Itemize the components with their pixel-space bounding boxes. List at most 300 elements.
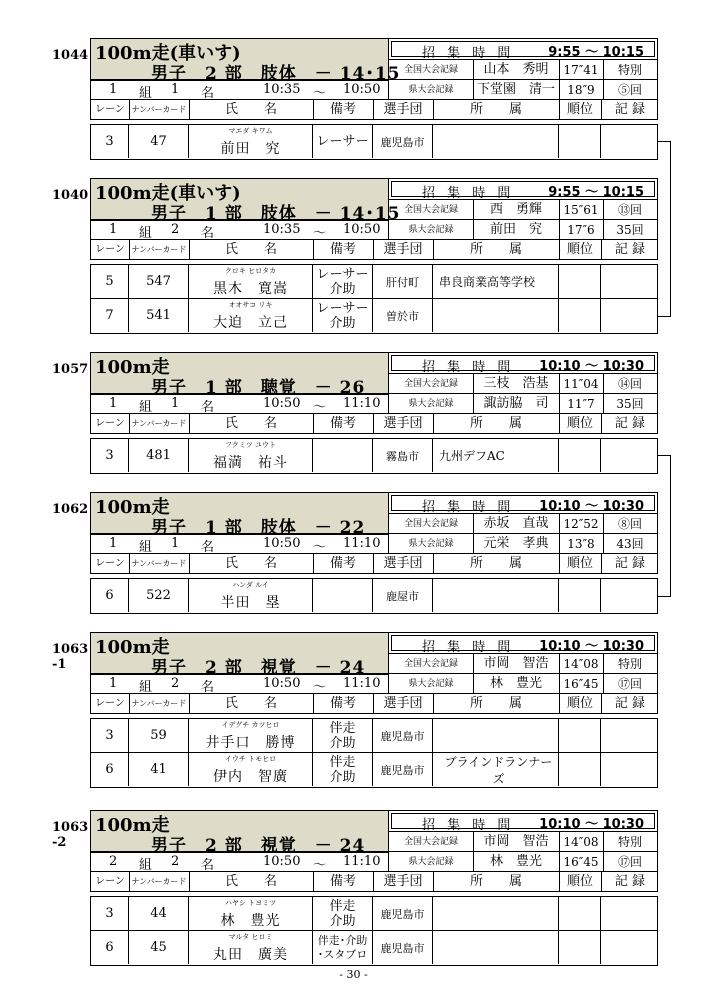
start-time: 10:50 bbox=[263, 396, 301, 411]
event-number-line: 1040 bbox=[52, 188, 89, 203]
name-cell bbox=[189, 299, 313, 332]
call-time-value: 10:10 ～ 10:30 bbox=[539, 359, 644, 374]
note-text bbox=[329, 755, 355, 785]
record-cell bbox=[601, 931, 659, 964]
header-affiliation: 所 属 bbox=[433, 240, 560, 259]
national-record-row bbox=[389, 653, 657, 674]
pref-record-label: 県大会記録 bbox=[389, 852, 474, 872]
event-number-line: -1 bbox=[52, 657, 67, 672]
pref-record-label: 県大会記録 bbox=[389, 220, 474, 240]
national-record-label: 全国大会記録 bbox=[389, 832, 474, 852]
call-time-label: 招 集 時 間 bbox=[422, 818, 515, 833]
column-header bbox=[90, 100, 658, 120]
team-cell: 鹿児島市 bbox=[373, 897, 433, 930]
note-cell bbox=[313, 125, 373, 158]
count-label: 名 bbox=[201, 858, 215, 873]
header-record: 記 録 bbox=[614, 242, 646, 257]
event-number-line: 1063 bbox=[52, 820, 89, 835]
note-line: 伴走 bbox=[329, 720, 356, 736]
header-record: 記 録 bbox=[614, 416, 646, 431]
column-header bbox=[90, 694, 658, 714]
name-kana: マルタ ヒロミ bbox=[228, 933, 273, 941]
header-name: 氏 名 bbox=[189, 694, 314, 713]
entry-count: 1 bbox=[171, 536, 180, 551]
group-row bbox=[90, 394, 388, 414]
athlete-name: 林 豊光 bbox=[220, 913, 281, 929]
name-cell bbox=[189, 579, 313, 612]
national-record-time: 17″41 bbox=[559, 60, 604, 80]
name-cell bbox=[189, 265, 313, 298]
team-cell: 鹿児島市 bbox=[373, 931, 433, 964]
header-record: 記 録 bbox=[614, 696, 646, 711]
entry-row bbox=[91, 265, 657, 299]
event-number bbox=[52, 188, 88, 203]
entry-count: 1 bbox=[171, 82, 180, 97]
note-line: 伴走･介助 bbox=[317, 933, 368, 947]
national-record-time: 14″08 bbox=[559, 832, 604, 852]
national-record-time: 15″61 bbox=[559, 200, 604, 220]
call-time-row bbox=[391, 41, 655, 61]
lane-cell: 3 bbox=[91, 439, 129, 472]
records-box bbox=[388, 178, 658, 240]
entry-row bbox=[91, 299, 657, 333]
affiliation-cell bbox=[433, 719, 559, 752]
count-label: 名 bbox=[201, 540, 215, 555]
connector-bracket bbox=[658, 141, 671, 317]
call-time-label: 招 集 時 間 bbox=[422, 360, 515, 375]
entry-row bbox=[91, 931, 657, 965]
note-text bbox=[329, 721, 355, 751]
group-label: 組 bbox=[139, 86, 153, 101]
start-time: 10:35 bbox=[263, 82, 301, 97]
rank-cell bbox=[559, 265, 601, 298]
call-time-value: 9:55 ～ 10:15 bbox=[548, 45, 644, 60]
entry-count: 1 bbox=[171, 396, 180, 411]
event-number-line: 1062 bbox=[52, 502, 89, 517]
affiliation-cell bbox=[433, 125, 559, 158]
note-line: 介助 bbox=[329, 913, 356, 929]
header-name: 氏 名 bbox=[189, 554, 314, 573]
header-lane: レーン bbox=[91, 554, 130, 573]
pref-record-row bbox=[389, 851, 657, 872]
event-number bbox=[52, 820, 88, 850]
note-line: 介助 bbox=[329, 735, 356, 751]
name-kana: フクミツ ユウト bbox=[224, 441, 276, 449]
event-name: 100m走(車いす) bbox=[95, 183, 241, 204]
athlete-name: 井手口 勝博 bbox=[205, 735, 296, 751]
note-cell bbox=[313, 265, 373, 298]
affiliation-cell: ブラインドランナーズ bbox=[433, 753, 559, 786]
athlete-name: 伊内 智廣 bbox=[213, 769, 288, 785]
rank-cell bbox=[559, 579, 601, 612]
header-note: 備考 bbox=[313, 240, 374, 259]
pref-record-time: 17″6 bbox=[559, 220, 604, 240]
note-text bbox=[329, 899, 355, 929]
pref-record-holder: 林 豊光 bbox=[473, 674, 560, 694]
entry-table bbox=[90, 124, 658, 160]
event-title-box bbox=[90, 352, 388, 398]
header-team: 選手団 bbox=[373, 100, 434, 119]
header-team: 選手団 bbox=[373, 240, 434, 259]
entry-table bbox=[90, 896, 658, 966]
time-separator: ～ bbox=[313, 86, 327, 101]
note-cell bbox=[313, 931, 373, 964]
pref-record-meet: 43回 bbox=[616, 537, 644, 551]
header-rank: 順位 bbox=[559, 414, 602, 433]
national-record-time: 12″52 bbox=[559, 514, 604, 534]
event-title-box bbox=[90, 632, 388, 678]
name-kana: イデグチ カツヒロ bbox=[221, 721, 280, 729]
note-text bbox=[316, 134, 368, 149]
group-row bbox=[90, 852, 388, 872]
call-time-value: 10:10 ～ 10:30 bbox=[539, 817, 644, 832]
call-time-label: 招 集 時 間 bbox=[422, 500, 515, 515]
group-number: 1 bbox=[109, 222, 118, 237]
name-kana: クロキ ヒロタカ bbox=[224, 267, 277, 275]
header-name: 氏 名 bbox=[189, 100, 314, 119]
header-rank: 順位 bbox=[559, 872, 602, 891]
name-kana: ハヤシ トヨミツ bbox=[224, 899, 277, 907]
team-cell: 鹿屋市 bbox=[373, 579, 433, 612]
note-line: 介助 bbox=[329, 315, 356, 331]
record-cell bbox=[601, 265, 659, 298]
athlete-name: 丸田 廣美 bbox=[213, 947, 288, 963]
call-time-value: 9:55 ～ 10:15 bbox=[548, 185, 644, 200]
national-record-row bbox=[389, 831, 657, 852]
entry-row bbox=[91, 439, 657, 473]
event-name: 100m走 bbox=[95, 497, 170, 518]
event-name: 100m走 bbox=[95, 815, 170, 836]
group-row bbox=[90, 674, 388, 694]
event-number bbox=[52, 362, 88, 377]
header-note: 備考 bbox=[313, 414, 374, 433]
header-note: 備考 bbox=[313, 100, 374, 119]
national-record-meet: 特別 bbox=[617, 835, 642, 849]
lane-cell: 5 bbox=[91, 265, 129, 298]
entry-count: 2 bbox=[171, 676, 180, 691]
records-box bbox=[388, 492, 658, 554]
event-number-line: 1057 bbox=[52, 362, 89, 377]
count-label: 名 bbox=[201, 86, 215, 101]
end-time: 11:10 bbox=[343, 536, 381, 551]
athlete-name: 福満 祐斗 bbox=[213, 455, 288, 471]
pref-record-holder: 元栄 孝典 bbox=[473, 534, 560, 554]
pref-record-row bbox=[389, 79, 657, 100]
group-label: 組 bbox=[139, 400, 153, 415]
event-number-line: 1044 bbox=[52, 48, 89, 63]
rank-cell bbox=[559, 299, 601, 332]
rank-cell bbox=[559, 897, 601, 930]
end-time: 11:10 bbox=[343, 676, 381, 691]
national-record-time: 14″08 bbox=[559, 654, 604, 674]
header-number: ナンバーカード bbox=[129, 414, 190, 433]
number-cell: 522 bbox=[129, 579, 189, 612]
header-name: 氏 名 bbox=[189, 872, 314, 891]
records-box bbox=[388, 38, 658, 100]
end-time: 11:10 bbox=[343, 854, 381, 869]
record-cell bbox=[601, 579, 659, 612]
header-affiliation: 所 属 bbox=[433, 414, 560, 433]
affiliation-cell bbox=[433, 931, 559, 964]
note-cell bbox=[313, 753, 373, 786]
header-lane: レーン bbox=[91, 240, 130, 259]
header-lane: レーン bbox=[91, 100, 130, 119]
event-title-box bbox=[90, 178, 401, 224]
number-cell: 47 bbox=[129, 125, 189, 158]
event-number bbox=[52, 48, 88, 63]
entry-table bbox=[90, 718, 658, 788]
header-number: ナンバーカード bbox=[129, 240, 190, 259]
start-time: 10:35 bbox=[263, 222, 301, 237]
event-number bbox=[52, 502, 88, 517]
header-name: 氏 名 bbox=[189, 240, 314, 259]
header-lane: レーン bbox=[91, 414, 130, 433]
name-kana: ハンダ ルイ bbox=[232, 581, 269, 589]
pref-record-label: 県大会記録 bbox=[389, 534, 474, 554]
header-affiliation: 所 属 bbox=[433, 554, 560, 573]
call-time-row bbox=[391, 635, 655, 655]
national-record-meet: 特別 bbox=[617, 63, 642, 77]
rank-cell bbox=[559, 753, 601, 786]
event-number bbox=[52, 642, 88, 672]
entry-row bbox=[91, 719, 657, 753]
event-name: 100m走(車いす) bbox=[95, 43, 241, 64]
event-title-box bbox=[90, 38, 401, 84]
rank-cell bbox=[559, 931, 601, 964]
event-division: 男子 1 部 聴覚 － 26 bbox=[151, 378, 366, 398]
header-name: 氏 名 bbox=[189, 414, 314, 433]
note-line: レーサー bbox=[316, 300, 369, 316]
pref-record-meet: ⑤回 bbox=[617, 83, 642, 97]
header-number: ナンバーカード bbox=[129, 100, 190, 119]
note-line: 伴走 bbox=[329, 754, 356, 770]
lane-cell: 7 bbox=[91, 299, 129, 332]
lane-cell: 3 bbox=[91, 897, 129, 930]
team-cell: 鹿児島市 bbox=[373, 753, 433, 786]
name-cell bbox=[189, 753, 313, 786]
records-box bbox=[388, 632, 658, 694]
note-line: ･スタブロ bbox=[317, 947, 368, 961]
affiliation-cell bbox=[433, 897, 559, 930]
note-text bbox=[316, 267, 368, 297]
header-number: ナンバーカード bbox=[129, 872, 190, 891]
national-record-holder: 西 勇輝 bbox=[473, 200, 560, 220]
pref-record-holder: 諏訪脇 司 bbox=[473, 394, 560, 414]
group-label: 組 bbox=[139, 226, 153, 241]
time-separator: ～ bbox=[313, 226, 327, 241]
name-kana: オオサコ リキ bbox=[228, 301, 273, 309]
call-time-value: 10:10 ～ 10:30 bbox=[539, 499, 644, 514]
number-cell: 45 bbox=[129, 931, 189, 964]
call-time-row bbox=[391, 813, 655, 833]
note-text bbox=[318, 934, 368, 962]
national-record-time: 11″04 bbox=[559, 374, 604, 394]
group-row bbox=[90, 80, 388, 100]
athlete-name: 半田 塁 bbox=[220, 595, 281, 611]
event-division: 男子 2 部 視覚 － 24 bbox=[151, 658, 366, 678]
event-division: 男子 2 部 肢体 － 14･15 bbox=[151, 64, 401, 84]
pref-record-time: 11″7 bbox=[559, 394, 604, 414]
national-record-holder: 三枝 浩基 bbox=[473, 374, 560, 394]
call-time-label: 招 集 時 間 bbox=[422, 186, 515, 201]
event-title-box bbox=[90, 492, 388, 538]
record-cell bbox=[601, 753, 659, 786]
group-number: 1 bbox=[109, 82, 118, 97]
number-cell: 59 bbox=[129, 719, 189, 752]
column-header bbox=[90, 240, 658, 260]
entry-table bbox=[90, 438, 658, 474]
start-time: 10:50 bbox=[263, 676, 301, 691]
national-record-label: 全国大会記録 bbox=[389, 374, 474, 394]
national-record-holder: 市岡 智浩 bbox=[473, 654, 560, 674]
time-separator: ～ bbox=[313, 680, 327, 695]
header-record: 記 録 bbox=[614, 102, 646, 117]
header-record: 記 録 bbox=[614, 556, 646, 571]
pref-record-label: 県大会記録 bbox=[389, 80, 474, 100]
header-rank: 順位 bbox=[559, 694, 602, 713]
rank-cell bbox=[559, 125, 601, 158]
column-header bbox=[90, 554, 658, 574]
end-time: 10:50 bbox=[343, 82, 381, 97]
affiliation-cell: 串良商業高等学校 bbox=[433, 265, 559, 298]
entry-row bbox=[91, 125, 657, 159]
pref-record-meet: ⑰回 bbox=[617, 677, 642, 691]
end-time: 11:10 bbox=[343, 396, 381, 411]
header-number: ナンバーカード bbox=[129, 554, 190, 573]
record-cell bbox=[601, 439, 659, 472]
start-time: 10:50 bbox=[263, 536, 301, 551]
record-cell bbox=[601, 719, 659, 752]
pref-record-meet: ⑰回 bbox=[617, 855, 642, 869]
call-time-row bbox=[391, 181, 655, 201]
event-division: 男子 1 部 肢体 － 22 bbox=[151, 518, 366, 538]
affiliation-cell bbox=[433, 299, 559, 332]
entry-table bbox=[90, 578, 658, 614]
event-number-line: 1063 bbox=[52, 642, 89, 657]
header-note: 備考 bbox=[313, 554, 374, 573]
column-header bbox=[90, 872, 658, 892]
team-cell: 肝付町 bbox=[373, 265, 433, 298]
entry-count: 2 bbox=[171, 222, 180, 237]
pref-record-holder: 林 豊光 bbox=[473, 852, 560, 872]
entry-row bbox=[91, 579, 657, 613]
entry-count: 2 bbox=[171, 854, 180, 869]
end-time: 10:50 bbox=[343, 222, 381, 237]
number-cell: 541 bbox=[129, 299, 189, 332]
header-affiliation: 所 属 bbox=[433, 694, 560, 713]
count-label: 名 bbox=[201, 226, 215, 241]
name-kana: マエダ キワム bbox=[228, 127, 273, 135]
lane-cell: 3 bbox=[91, 719, 129, 752]
count-label: 名 bbox=[201, 400, 215, 415]
national-record-meet: 特別 bbox=[617, 657, 642, 671]
note-cell bbox=[313, 579, 373, 612]
count-label: 名 bbox=[201, 680, 215, 695]
pref-record-label: 県大会記録 bbox=[389, 674, 474, 694]
record-cell bbox=[601, 299, 659, 332]
national-record-row bbox=[389, 199, 657, 220]
national-record-label: 全国大会記録 bbox=[389, 654, 474, 674]
note-line: レーサー bbox=[316, 266, 369, 282]
national-record-holder: 山本 秀明 bbox=[473, 60, 560, 80]
header-affiliation: 所 属 bbox=[433, 872, 560, 891]
national-record-holder: 赤坂 直哉 bbox=[473, 514, 560, 534]
column-header bbox=[90, 414, 658, 434]
rank-cell bbox=[559, 439, 601, 472]
name-kana: イウチ トモヒロ bbox=[224, 755, 277, 763]
group-label: 組 bbox=[139, 540, 153, 555]
affiliation-cell bbox=[433, 579, 559, 612]
note-cell bbox=[313, 439, 373, 472]
note-line: 介助 bbox=[329, 281, 356, 297]
group-label: 組 bbox=[139, 858, 153, 873]
header-rank: 順位 bbox=[559, 100, 602, 119]
event-title-box bbox=[90, 810, 388, 856]
name-cell bbox=[189, 897, 313, 930]
header-team: 選手団 bbox=[373, 554, 434, 573]
note-text bbox=[316, 301, 368, 331]
header-rank: 順位 bbox=[559, 554, 602, 573]
header-number: ナンバーカード bbox=[129, 694, 190, 713]
name-cell bbox=[189, 439, 313, 472]
header-team: 選手団 bbox=[373, 694, 434, 713]
team-cell: 鹿児島市 bbox=[373, 125, 433, 158]
lane-cell: 6 bbox=[91, 753, 129, 786]
lane-cell: 3 bbox=[91, 125, 129, 158]
number-cell: 481 bbox=[129, 439, 189, 472]
national-record-meet: ⑧回 bbox=[617, 517, 642, 531]
national-record-holder: 市岡 智浩 bbox=[473, 832, 560, 852]
number-cell: 44 bbox=[129, 897, 189, 930]
national-record-row bbox=[389, 513, 657, 534]
pref-record-time: 16″45 bbox=[559, 852, 604, 872]
records-box bbox=[388, 352, 658, 414]
pref-record-row bbox=[389, 393, 657, 414]
note-line: レーサー bbox=[316, 134, 369, 149]
entry-row bbox=[91, 897, 657, 931]
entry-table bbox=[90, 264, 658, 334]
pref-record-time: 13″8 bbox=[559, 534, 604, 554]
header-affiliation: 所 属 bbox=[433, 100, 560, 119]
national-record-label: 全国大会記録 bbox=[389, 514, 474, 534]
header-note: 備考 bbox=[313, 694, 374, 713]
national-record-meet: ⑭回 bbox=[617, 377, 642, 391]
pref-record-label: 県大会記録 bbox=[389, 394, 474, 414]
header-lane: レーン bbox=[91, 872, 130, 891]
pref-record-holder: 前田 究 bbox=[473, 220, 560, 240]
pref-record-time: 16″45 bbox=[559, 674, 604, 694]
records-box bbox=[388, 810, 658, 872]
time-separator: ～ bbox=[313, 858, 327, 873]
group-row bbox=[90, 534, 388, 554]
number-cell: 41 bbox=[129, 753, 189, 786]
athlete-name: 大迫 立己 bbox=[213, 315, 288, 331]
note-cell bbox=[313, 897, 373, 930]
event-name: 100m走 bbox=[95, 357, 170, 378]
athlete-name: 黒木 寛嵩 bbox=[213, 281, 288, 297]
pref-record-holder: 下堂園 清一 bbox=[473, 80, 560, 100]
pref-record-row bbox=[389, 219, 657, 240]
national-record-row bbox=[389, 59, 657, 80]
time-separator: ～ bbox=[313, 540, 327, 555]
start-time: 10:50 bbox=[263, 854, 301, 869]
call-time-row bbox=[391, 355, 655, 375]
header-team: 選手団 bbox=[373, 414, 434, 433]
group-row bbox=[90, 220, 388, 240]
time-separator: ～ bbox=[313, 400, 327, 415]
national-record-label: 全国大会記録 bbox=[389, 200, 474, 220]
team-cell: 曽於市 bbox=[373, 299, 433, 332]
